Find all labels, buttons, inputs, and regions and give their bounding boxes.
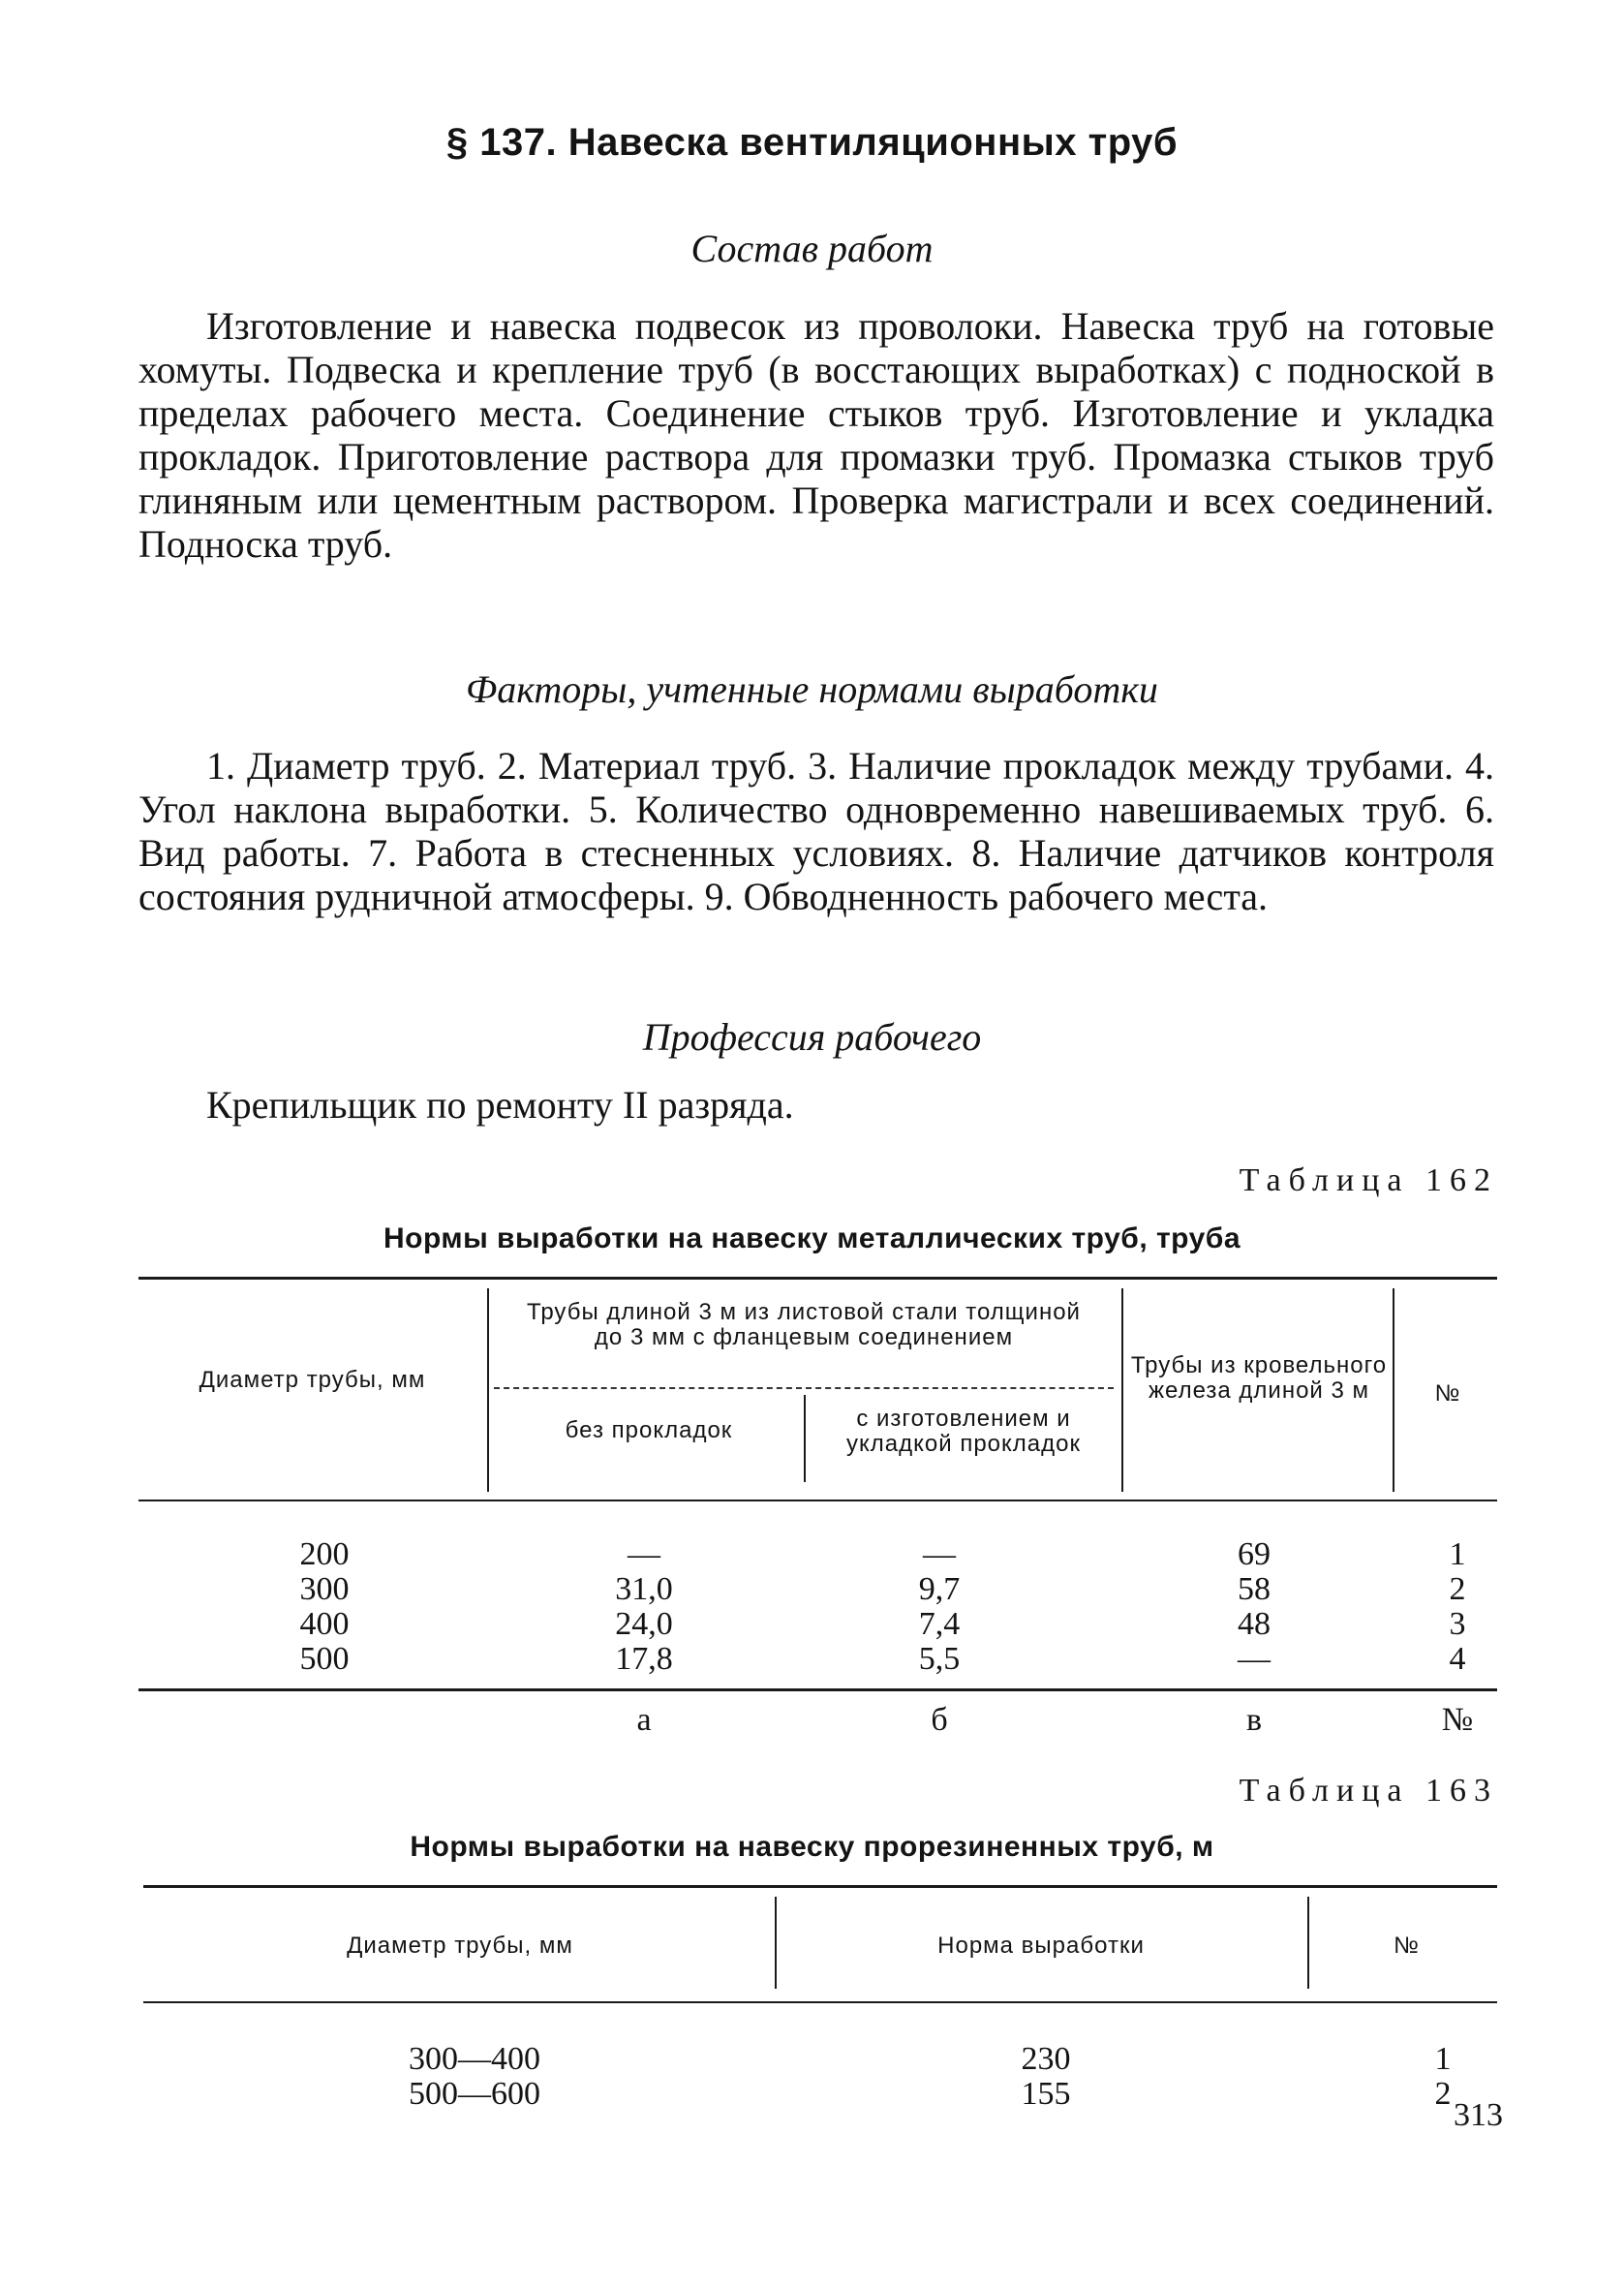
table163-num-cell: 2 [1434,2076,1452,2112]
table162-num-cell: 1 [1449,1536,1466,1572]
table163-num-cell: 1 [1434,2041,1452,2077]
table163-norm-cell: 155 [1021,2076,1071,2112]
profession-text: Крепильщик по ремонту II разряда. [206,1083,794,1127]
table162-footer-b: б [931,1702,948,1738]
table163-top-rule [143,1885,1497,1888]
table163-norm-cell: 230 [1021,2041,1071,2077]
table162-c-cell: 69 [1238,1536,1271,1572]
table162-divider [1121,1288,1123,1492]
composition-text: Изготовление и навеска подвесок из проволоки. Навеска труб на готовые хомуты. Подвеска и крепление труб (в восстающих выработках) с подноской в пределах рабочего места. Соединение стыков труб. Изготовление и укладка прокладок. Приготовление раствора для промазки труб. Промазка стыков труб глиняным или цементным раствором. Проверка магистрали и всех соединений. Подноска труб. [138,304,1494,566]
table162-a-cell: 17,8 [615,1641,673,1677]
table163-diameter-cell: 300—400 [409,2041,540,2077]
table162-header-num: № [1434,1380,1461,1407]
table162-c-cell: — [1238,1641,1271,1677]
table162-footer-num: № [1441,1702,1474,1738]
table162-b-cell: — [923,1536,956,1572]
table163-header-num: № [1394,1933,1420,1959]
table162-b-cell: 9,7 [918,1571,961,1607]
table163-header-rule [143,2001,1497,2003]
table162-a-cell: — [628,1536,660,1572]
table163-header-norm: Норма выработки [937,1933,1145,1959]
table162-dashed-rule [494,1387,1114,1389]
table162-divider [487,1288,489,1492]
table162-c-cell: 48 [1238,1606,1271,1642]
table162-diameter-cell: 200 [299,1536,350,1572]
table162-c-cell: 58 [1238,1571,1271,1607]
table162-diameter-cell: 400 [299,1606,350,1642]
table162-caption: Таблица 162 [1239,1162,1498,1198]
table162-b-cell: 7,4 [918,1606,961,1642]
table162-diameter-cell: 300 [299,1571,350,1607]
table162-header-without: без прокладок [565,1417,733,1443]
table163-header-diameter: Диаметр трубы, мм [347,1933,573,1959]
table162-diameter-cell: 500 [299,1641,350,1677]
factors-heading: Факторы, учтенные нормами выработки [466,667,1158,711]
table162-num-cell: 3 [1449,1606,1466,1642]
table162-header-roof: Трубы из кровельного железа длиной 3 м [1130,1352,1388,1404]
table162-a-cell: 31,0 [615,1571,673,1607]
table162-header-rule [138,1500,1497,1501]
table162-num-cell: 2 [1449,1571,1466,1607]
table162-b-cell: 5,5 [918,1641,961,1677]
table162-footer-a: а [636,1702,652,1738]
table162-top-rule [138,1277,1497,1280]
table163-divider [775,1897,777,1989]
composition-heading: Состав работ [690,227,934,270]
table163-diameter-cell: 500—600 [409,2076,540,2112]
table163-divider [1307,1897,1309,1989]
factors-text: 1. Диаметр труб. 2. Материал труб. 3. Наличие прокладок между трубами. 4. Угол наклона выработки. 5. Количество одновременно навешиваемых труб. 6. Вид работы. 7. Работа в стесненных условиях. 8. Наличие датчиков контроля состояния рудничной атмосферы. 9. Обводненность рабочего места. [138,744,1494,918]
table162-bottom-rule [138,1688,1497,1691]
section-title: § 137. Навеска вентиляционных труб [445,121,1179,164]
table162-header-group: Трубы длиной 3 м из листовой стали толщиной до 3 мм с фланцевым соединением [527,1299,1081,1350]
table162-divider [804,1395,806,1482]
table162-divider [1393,1288,1394,1492]
profession-heading: Профессия рабочего [642,1015,982,1059]
table162-title: Нормы выработки на навеску металлических труб, труба [383,1222,1241,1254]
page-number: 313 [1454,2097,1503,2133]
table162-footer-c: в [1245,1702,1263,1738]
table162-num-cell: 4 [1449,1641,1466,1677]
table162-header-with: с изготовлением и укладкой прокладок [846,1406,1081,1457]
table162-a-cell: 24,0 [615,1606,673,1642]
table162-header-diameter: Диаметр трубы, мм [199,1367,426,1393]
table163-title: Нормы выработки на навеску прорезиненных труб, м [410,1831,1214,1863]
table163-caption: Таблица 163 [1239,1773,1498,1809]
